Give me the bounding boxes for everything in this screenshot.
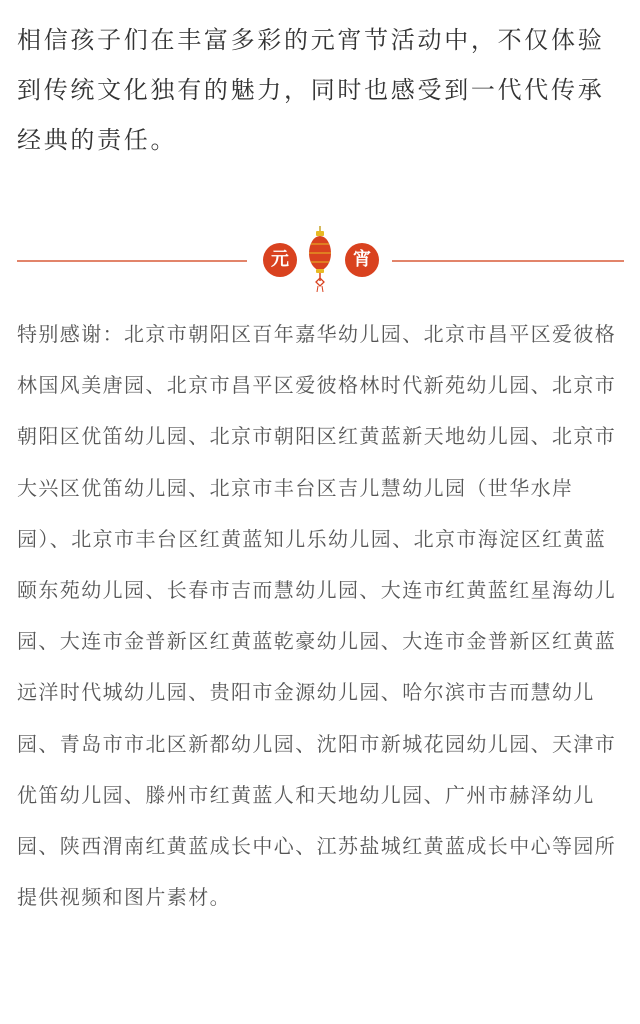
yuan-badge: 元: [263, 243, 297, 277]
divider-line-right: [392, 260, 624, 262]
xiao-badge: 宵: [345, 243, 379, 277]
intro-paragraph: 相信孩子们在丰富多彩的元宵节活动中，不仅体验到传统文化独有的魅力，同时也感受到一代代传承经典的责任。: [17, 26, 605, 154]
lantern-festival-divider: [0, 226, 640, 292]
lantern-icon: [305, 226, 335, 292]
acknowledgements-paragraph: 特别感谢：北京市朝阳区百年嘉华幼儿园、北京市昌平区爱彼格林国风美唐园、北京市昌平区爱彼格林时代新苑幼儿园、北京市朝阳区优笛幼儿园、北京市朝阳区红黄蓝新天地幼儿园、北京市大兴区优笛幼儿园、北京市丰台区吉儿慧幼儿园（世华水岸园）、北京市丰台区红黄蓝知儿乐幼儿园、北京市海淀区红黄蓝颐东苑幼儿园、长春市吉而慧幼儿园、大连市红黄蓝红星海幼儿园、大连市金普新区红黄蓝乾豪幼儿园、大连市金普新区红黄蓝远洋时代城幼儿园、贵阳市金源幼儿园、哈尔滨市吉而慧幼儿园、青岛市市北区新都幼儿园、沈阳市新城花园幼儿园、天津市优笛幼儿园、滕州市红黄蓝人和天地幼儿园、广州市赫泽幼儿园、陕西渭南红黄蓝成长中心、江苏盐城红黄蓝成长中心等园所提供视频和图片素材。: [17, 322, 617, 910]
divider-line-left: [17, 260, 247, 262]
